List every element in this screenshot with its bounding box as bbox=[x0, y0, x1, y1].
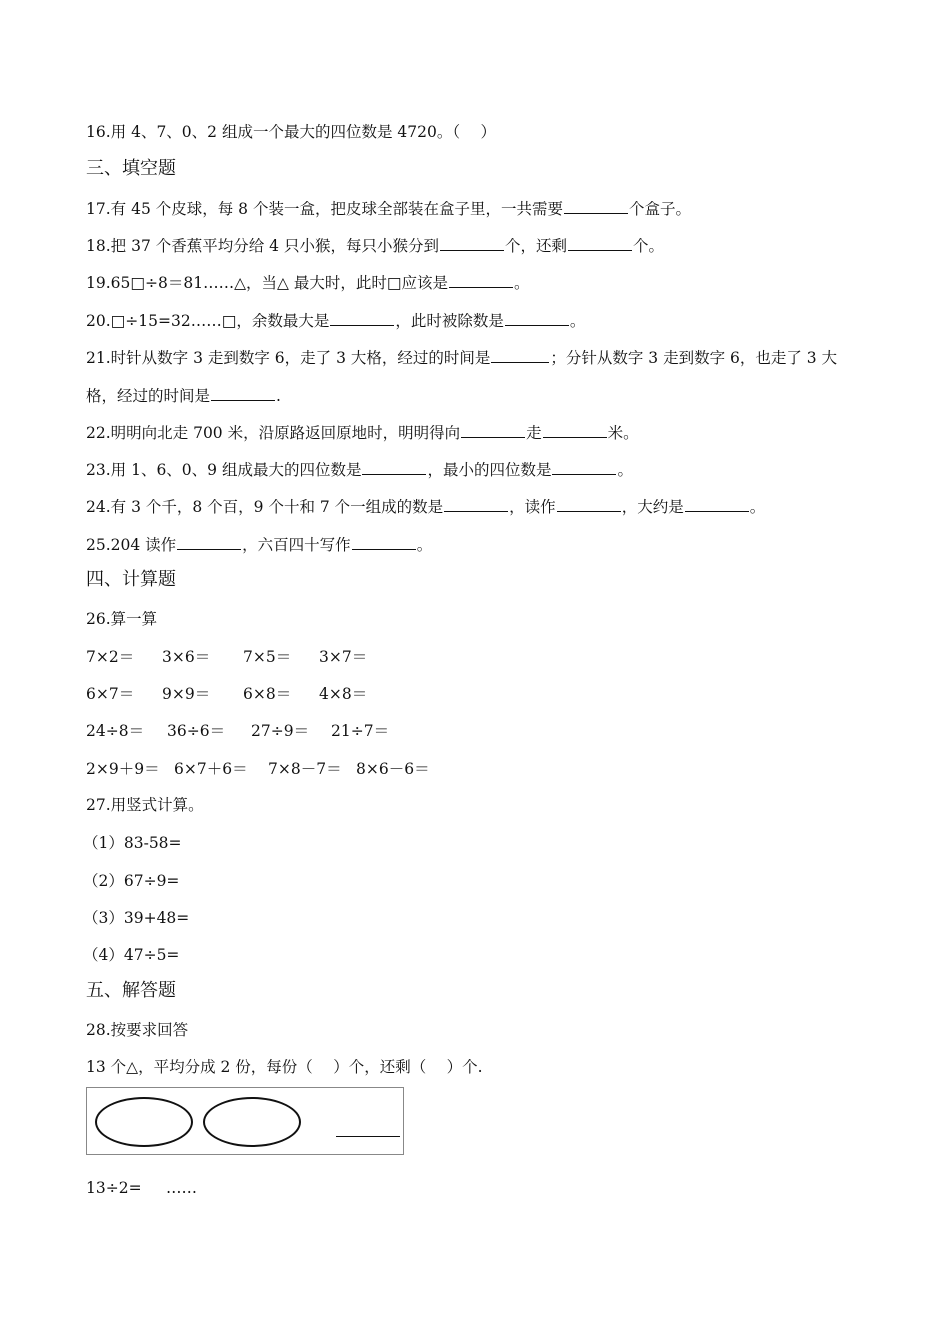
calc-item: 21÷7＝ bbox=[331, 722, 390, 740]
vertical-calc-item: （4）47÷5= bbox=[83, 946, 180, 964]
question-28: 28.按要求回答 bbox=[86, 1021, 189, 1039]
question-25 bbox=[86, 535, 432, 555]
question-17 bbox=[86, 199, 691, 219]
calc-item: 6×7＝ bbox=[86, 685, 135, 703]
question-23-text: 23.用 1、6、0、9 组成最大的四位数是 bbox=[86, 461, 362, 479]
vertical-calc-item: （2）67÷9= bbox=[83, 872, 180, 890]
calc-item: 36÷6＝ bbox=[167, 722, 226, 740]
question-24-text: 。 bbox=[749, 498, 766, 516]
group-oval-2 bbox=[203, 1097, 301, 1147]
remainder-line[interactable] bbox=[336, 1136, 400, 1137]
question-28-text: 13 个△，平均分成 2 份，每份（ ）个，还剩（ ）个. bbox=[86, 1058, 483, 1076]
answer-blank[interactable] bbox=[505, 311, 569, 326]
answer-blank[interactable] bbox=[177, 535, 241, 550]
calc-item: 24÷8＝ bbox=[86, 722, 145, 740]
question-22-text: 走 bbox=[526, 424, 542, 442]
calc-item: 8×6－6＝ bbox=[356, 760, 430, 778]
vertical-calc-item: （1）83-58= bbox=[83, 834, 182, 852]
question-21-text: . bbox=[276, 387, 281, 405]
answer-blank[interactable] bbox=[564, 199, 628, 214]
question-19 bbox=[86, 273, 530, 293]
question-20-text: ，此时被除数是 bbox=[395, 312, 504, 330]
calc-item: 7×5＝ bbox=[243, 648, 292, 666]
answer-blank[interactable] bbox=[685, 497, 749, 512]
calc-item: 7×8－7＝ bbox=[268, 760, 342, 778]
question-20-text: 20.□÷15=32……□，余数最大是 bbox=[86, 312, 330, 330]
answer-blank[interactable] bbox=[491, 348, 549, 363]
question-27: 27.用竖式计算。 bbox=[86, 796, 204, 814]
question-20-text: 。 bbox=[569, 312, 586, 330]
calc-item: 4×8＝ bbox=[319, 685, 368, 703]
answer-blank[interactable] bbox=[568, 236, 632, 251]
question-21-text: 21.时针从数字 3 走到数字 6，走了 3 大格，经过的时间是 bbox=[86, 349, 491, 367]
answer-blank[interactable] bbox=[543, 423, 607, 438]
question-21-text: 格，经过的时间是 bbox=[86, 387, 211, 405]
answer-blank[interactable] bbox=[440, 236, 504, 251]
question-24 bbox=[86, 497, 765, 517]
question-22 bbox=[86, 423, 639, 443]
question-18-text: 个，还剩 bbox=[504, 237, 567, 255]
question-24-text: ，读作 bbox=[509, 498, 556, 516]
calc-item: 3×7＝ bbox=[319, 648, 368, 666]
section-heading-calculation: 四、计算题 bbox=[86, 569, 176, 590]
calc-item: 2×9＋9＝ bbox=[86, 760, 160, 778]
answer-blank[interactable] bbox=[444, 497, 508, 512]
question-21 bbox=[86, 348, 837, 368]
question-22-text: 米。 bbox=[607, 424, 639, 442]
question-19-text: 。 bbox=[514, 274, 530, 292]
answer-blank[interactable] bbox=[449, 273, 513, 288]
question-24-text: ，大约是 bbox=[621, 498, 684, 516]
question-18-text: 18.把 37 个香蕉平均分给 4 只小猴，每只小猴分到 bbox=[86, 237, 439, 255]
question-22-text: 22.明明向北走 700 米，沿原路返回原地时，明明得向 bbox=[86, 424, 461, 442]
question-18 bbox=[86, 236, 664, 256]
vertical-calc-item: （3）39+48= bbox=[83, 909, 190, 927]
question-21-text: ；分针从数字 3 走到数字 6，也走了 3 大 bbox=[550, 349, 838, 367]
question-26: 26.算一算 bbox=[86, 610, 158, 628]
calc-item: 6×7＋6＝ bbox=[174, 760, 248, 778]
question-23-text: ，最小的四位数是 bbox=[427, 461, 552, 479]
equation-text: 13÷2= bbox=[86, 1179, 142, 1197]
calc-item: 9×9＝ bbox=[162, 685, 211, 703]
question-21-continued bbox=[86, 386, 281, 406]
question-25-text: 。 bbox=[416, 536, 433, 554]
question-24-text: 24.有 3 个千，8 个百，9 个十和 7 个一组成的数是 bbox=[86, 498, 444, 516]
equation-remainder-dots: …… bbox=[166, 1179, 197, 1197]
question-18-text: 个。 bbox=[632, 237, 664, 255]
section-heading-answer: 五、解答题 bbox=[86, 980, 176, 1001]
question-16: 16.用 4、7、0、2 组成一个最大的四位数是 4720。（ ） bbox=[86, 123, 497, 141]
calc-item: 3×6＝ bbox=[162, 648, 211, 666]
answer-blank[interactable] bbox=[461, 423, 525, 438]
grouping-figure bbox=[86, 1087, 404, 1155]
answer-blank[interactable] bbox=[352, 535, 416, 550]
answer-blank[interactable] bbox=[211, 386, 275, 401]
section-heading-fill-in: 三、填空题 bbox=[86, 158, 176, 179]
question-19-text: 19.65□÷8＝81……△，当△ 最大时，此时□应该是 bbox=[86, 274, 449, 292]
answer-blank[interactable] bbox=[552, 460, 616, 475]
answer-blank[interactable] bbox=[330, 311, 394, 326]
question-23 bbox=[86, 460, 633, 480]
question-20 bbox=[86, 311, 585, 331]
calc-item: 27÷9＝ bbox=[251, 722, 310, 740]
answer-blank[interactable] bbox=[362, 460, 426, 475]
question-23-text: 。 bbox=[617, 461, 633, 479]
group-oval-1 bbox=[95, 1097, 193, 1147]
question-25-text: 25.204 读作 bbox=[86, 536, 177, 554]
question-17-text: 17.有 45 个皮球，每 8 个装一盒，把皮球全部装在盒子里，一共需要 bbox=[86, 200, 563, 218]
calc-item: 7×2＝ bbox=[86, 648, 135, 666]
answer-blank[interactable] bbox=[557, 497, 621, 512]
question-17-text: 个盒子。 bbox=[628, 200, 691, 218]
question-25-text: ，六百四十写作 bbox=[242, 536, 351, 554]
calc-item: 6×8＝ bbox=[243, 685, 292, 703]
